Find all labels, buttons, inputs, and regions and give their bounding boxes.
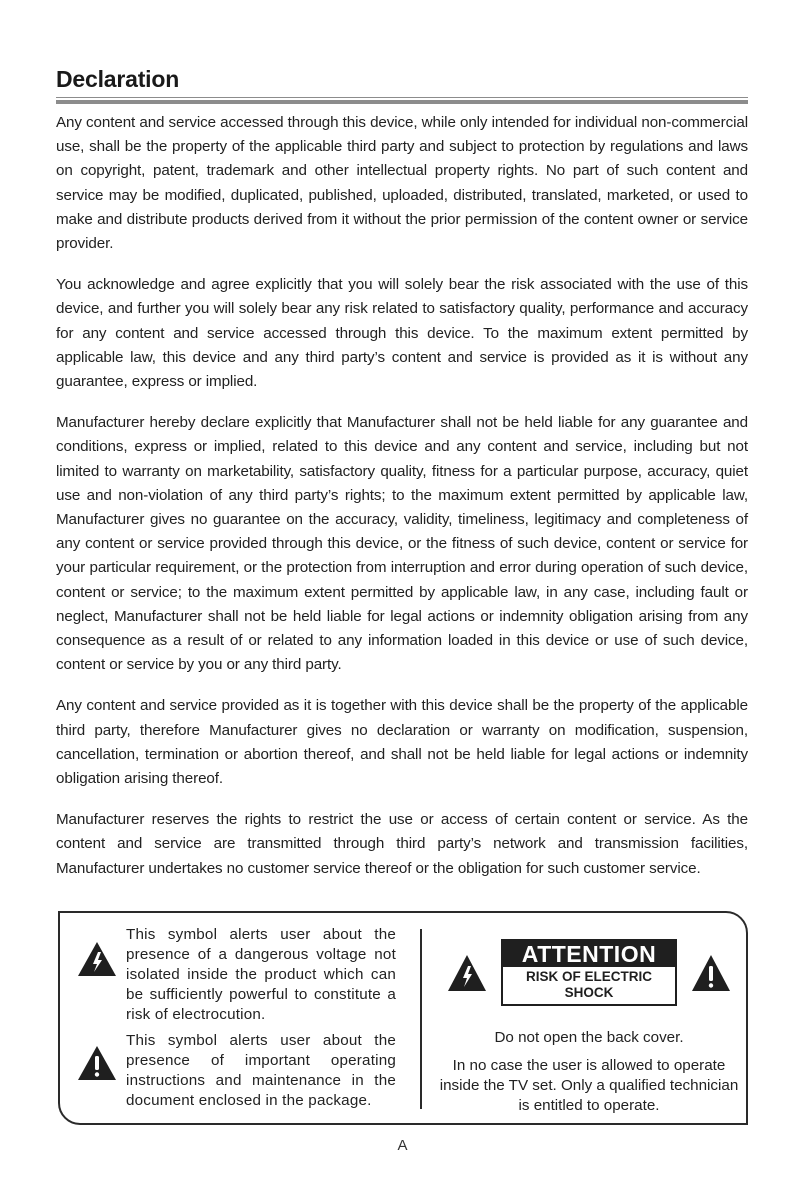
paragraph-access-restriction: Manufacturer reserves the rights to restrict the use or access of certain content or service. As the content and service are transmitted through third party’s network and transmission facilities, Manufacturer undertakes no customer service thereof or the obligation for such customer service. [56,811,748,877]
page-title: Declaration [56,66,180,92]
paragraph-user-risk: You acknowledge and agree explicitly that you will solely bear the risk associated with the use of this device, and further you will solely bear any risk related to satisfactory quality, performance and accuracy for any content and service accessed through this device. To the maximum extent permitted by applicable law, this device and any third party’s content and service is provided as it is without any guarantee, express or implied. [56,276,748,391]
symbol-row-voltage [68,925,396,1025]
lightning-warning-triangle-icon [447,954,487,992]
paragraph-third-party-content: Any content and service provided as it is together with this device shall be the property of the applicable third party, therefore Manufacturer gives no declaration or warranty on modification, suspension, cancellation, termination or abortion thereof, and shall not be held liable for legal actions or indemnity obligation arising thereof. [56,697,748,788]
exclamation-warning-triangle-icon [77,1045,117,1081]
declaration-page [56,64,748,881]
back-cover-notice: Do not open the back cover. [494,1029,684,1046]
exclamation-warning-triangle-icon [691,954,731,992]
attention-label-row [436,939,742,1006]
safety-warning-box [58,911,748,1125]
attention-label [501,939,677,1006]
paragraph-disclaimer: Manufacturer hereby declare explicitly that Manufacturer shall not be held liable for any guarantee and conditions, express or implied, related to this device and any content and service, including but not limited to warranty on marketability, satisfactory quality, fitness for a particular purpose, accuracy, quiet use and non-violation of any third party’s rights; to the maximum extent permitted by applicable law, Manufacturer gives no guarantee on the accuracy, validity, timeliness, legitimacy and completeness of any content or service provided through this device, or the fitness of such device, content or service for your particular requirement, or the protection from interruption and error during operation of such device, content or service; to the maximum extent permitted by applicable law, in any case, including fault or neglect, Manufacturer shall not be held liable for legal actions or indemnity obligation arising from any consequence as a result of or related to any information loaded in this device or use of such device, content or service by you or any third party. [56,414,748,674]
attention-panel [436,925,742,1116]
symbol-explanations [68,925,396,1111]
lightning-warning-triangle-icon [77,941,117,977]
attention-heading: ATTENTION [503,941,675,967]
paragraph-ip-rights: Any content and service accessed through this device, while only intended for individual non-commercial use, shall be the property of the applicable third party and subject to protection by regulations and laws on copyright, patent, trademark and other intellectual property rights. No part of such content and service may be modified, duplicated, published, uploaded, distributed, translated, marketed, or used to make and distribute products derived from it without the prior permission of the content owner or service provider. [56,114,748,253]
page-number: A [397,1137,408,1154]
attention-subheading: RISK OF ELECTRIC SHOCK [525,969,652,1000]
warning-box-divider [420,929,422,1109]
qualified-technician-notice: In no case the user is allowed to operate inside the TV set. Only a qualified technician is entitled to operate. [439,1057,739,1114]
title-rule-thick [56,100,748,104]
title-rule-thin [56,97,748,98]
instructions-symbol-description: This symbol alerts user about the presence of important operating instructions and maintenance in the document enclosed in the package. [126,1032,396,1109]
symbol-row-instructions [68,1031,396,1111]
voltage-symbol-description: This symbol alerts user about the presence of a dangerous voltage not isolated inside the product which can be sufficiently powerful to constitute a risk of electrocution. [126,926,396,1023]
